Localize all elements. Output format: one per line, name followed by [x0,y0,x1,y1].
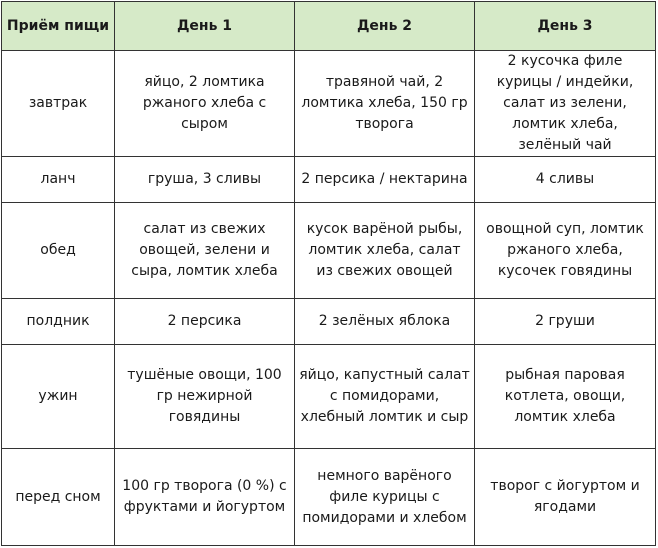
table-row [2,203,656,299]
table-cell: 2 груши [475,299,656,345]
table-row [2,345,656,449]
table-cell: кусок варёной рыбы, ломтик хлеба, салат из свежих овощей [295,203,475,299]
table-row [2,157,656,203]
table-cell: яйцо, капустный салат с помидорами, хлебный ломтик и сыр [295,345,475,449]
table-cell: рыбная паровая котлета, овощи, ломтик хлеба [475,345,656,449]
table-row [2,299,656,345]
table-cell: 2 персика / нектарина [295,157,475,203]
table-cell: творог с йогуртом и ягодами [475,449,656,546]
table-cell: салат из свежих овощей, зелени и сыра, ломтик хлеба [115,203,295,299]
header-meal: Приём пищи [2,2,115,51]
meal-name: ужин [2,345,115,449]
meal-name: ланч [2,157,115,203]
header-day-2: День 2 [295,2,475,51]
meal-name: перед сном [2,449,115,546]
table-cell: 2 кусочка филе курицы / индейки, салат из зелени, ломтик хлеба, зелёный чай [475,51,656,157]
meal-name: полдник [2,299,115,345]
meal-plan-table [1,1,656,546]
header-day-3: День 3 [475,2,656,51]
table-cell: овощной суп, ломтик ржаного хлеба, кусочек говядины [475,203,656,299]
table-row [2,51,656,157]
meal-name: завтрак [2,51,115,157]
table-cell: тушёные овощи, 100 гр нежирной говядины [115,345,295,449]
table-cell: яйцо, 2 ломтика ржаного хлеба с сыром [115,51,295,157]
table-cell: 2 персика [115,299,295,345]
table-cell: 100 гр творога (0 %) с фруктами и йогуртом [115,449,295,546]
table-cell: 4 сливы [475,157,656,203]
header-row [2,2,656,51]
table-cell: немного варёного филе курицы с помидорами и хлебом [295,449,475,546]
table-cell: травяной чай, 2 ломтика хлеба, 150 гр творога [295,51,475,157]
table-cell: 2 зелёных яблока [295,299,475,345]
table-cell: груша, 3 сливы [115,157,295,203]
table-row [2,449,656,546]
header-day-1: День 1 [115,2,295,51]
meal-name: обед [2,203,115,299]
